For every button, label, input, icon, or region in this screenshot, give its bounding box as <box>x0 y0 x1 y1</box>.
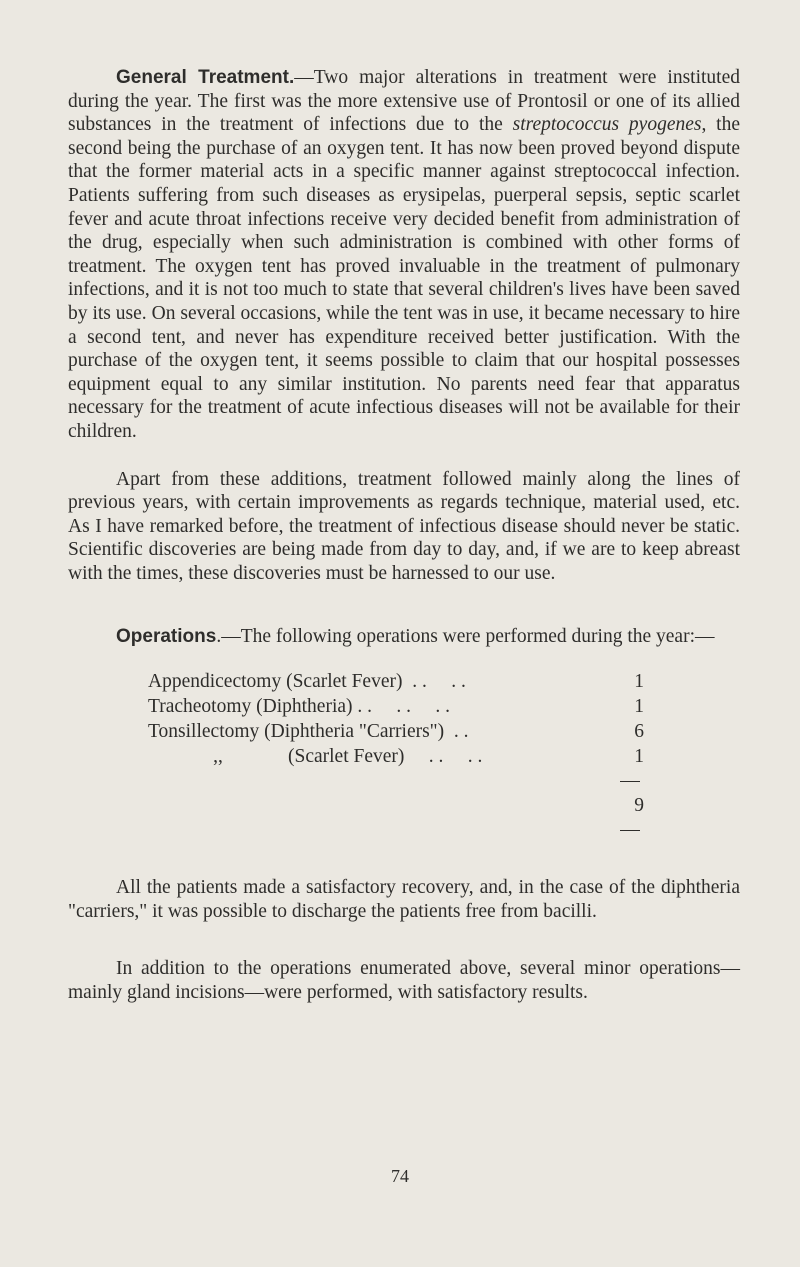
general-treatment-paragraph <box>68 66 740 444</box>
dot-leader: . . . . . . <box>352 696 451 718</box>
general-treatment-text-2: , the second being the purchase of an oxygen tent. It has now been proved beyond dispute that the former material acts in a specific manner against streptococcal infection. Patients suffering from such diseases as erysipelas, puerperal sepsis, septic scarlet fever and acute throat infections receive very decided benefit from administration of the drug, especially when such administration is combined with other forms of treatment. The oxygen tent has proved invaluable in the treatment of pulmonary infections, and it is not too much to state that several children's lives have been saved by its use. On several occasions, while the tent was in use, it became necessary to hire a second tent, and never has expenditure received better justification. With the purchase of the oxygen tent, it seems possible to claim that our hospital possesses equipment equal to any similar institution. No parents need fear that apparatus necessary for the treatment of acute infectious diseases will not be available for their children. <box>68 114 740 442</box>
apart-paragraph: Apart from these additions, treatment followed mainly along the lines of previous years, with certain improvements as regards technique, material used, etc. As I have remarked before, the treatment of infectious disease should never be static. Scientific discoveries are being made from day to day, and, if we are to keep abreast with the times, these discoveries must be harnessed to our use. <box>68 468 740 584</box>
total-row <box>148 793 644 818</box>
divider <box>620 781 640 782</box>
dot-leader: . . . . <box>402 671 466 693</box>
operation-count: 1 <box>634 671 644 693</box>
dot-leader: . . <box>444 721 469 743</box>
operations-intro: .—The following operations were performed during the year:— <box>216 626 715 648</box>
operations-paragraph <box>68 625 740 649</box>
sum-rule-bottom <box>148 818 644 842</box>
operation-name: (Scarlet Fever) <box>288 746 405 768</box>
operation-count: 1 <box>634 696 644 718</box>
operation-count: 6 <box>634 721 644 743</box>
operation-name: Appendicectomy (Scarlet Fever) <box>148 671 403 693</box>
sum-rule-top <box>148 769 644 793</box>
document-page <box>68 66 740 1004</box>
operations-table <box>148 669 644 842</box>
operation-name: Tracheotomy (Diphtheria) <box>148 696 353 718</box>
ditto-mark: ,, <box>213 746 223 768</box>
organism-name: streptococcus pyogenes <box>512 114 702 136</box>
recovery-paragraph: All the patients made a satisfactory recovery, and, in the case of the diphtheria "carriers," it was possible to discharge the patients free from bacilli. <box>68 877 740 922</box>
page-number: 74 <box>391 1166 409 1186</box>
minor-operations-paragraph: In addition to the operations enumerated above, several minor operations—mainly gland incisions—were performed, with satisfactory results. <box>68 958 740 1003</box>
operations-heading: Operations <box>116 626 217 648</box>
table-row <box>148 694 644 719</box>
table-row <box>148 744 644 769</box>
divider <box>620 830 640 831</box>
table-row <box>148 669 644 694</box>
general-treatment-text-1: —Two major alterations in treatment were instituted during the year. The first was the more extensive use of Prontosil or one of its allied substances in the treatment of infections due to the <box>68 67 740 136</box>
operation-name: Tonsillectomy (Diphtheria "Carriers") <box>148 721 445 743</box>
general-treatment-heading: General Treatment. <box>116 67 295 88</box>
table-row <box>148 719 644 744</box>
operations-total: 9 <box>634 795 644 817</box>
dot-leader: . . . . <box>404 746 483 768</box>
operation-count: 1 <box>634 746 644 768</box>
